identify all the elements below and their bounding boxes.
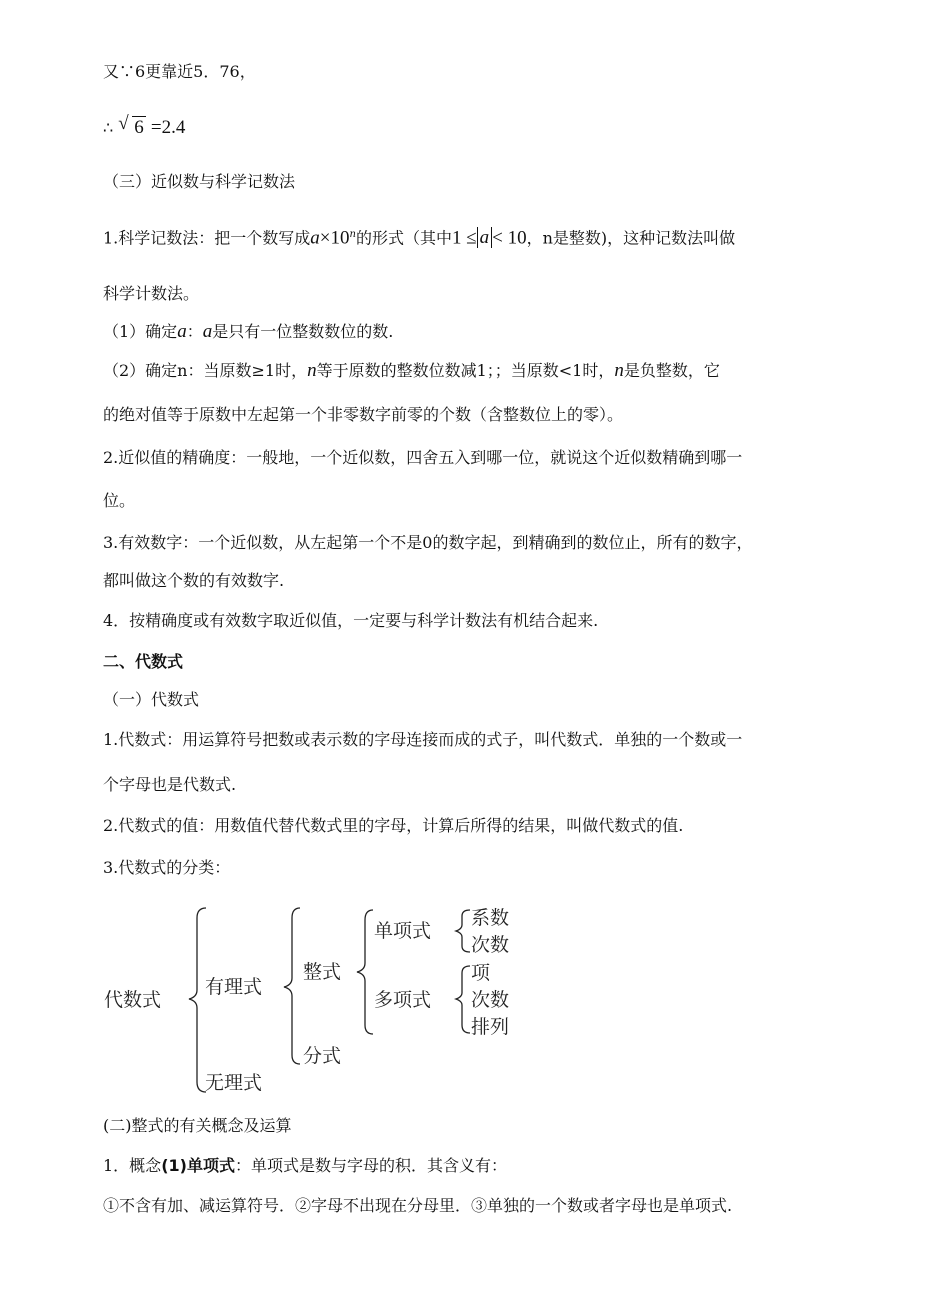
tree-polynomial: 多项式: [374, 989, 432, 1011]
math-variable: n: [307, 360, 317, 381]
text-line: 3.代数式的分类：: [103, 858, 231, 877]
math-variable: a: [310, 227, 320, 249]
text-fragment: 是只有一位整数数位的数.: [212, 322, 394, 341]
text-line: 都叫做这个数的有效数字.: [103, 571, 285, 590]
tree-order: 排列: [471, 1016, 510, 1038]
text-line: 位。: [103, 491, 136, 510]
brace-monomial: [456, 910, 470, 952]
section-heading: （三）近似数与科学记数法: [103, 172, 296, 191]
tree-term: 项: [471, 962, 491, 984]
text-line: 4．按精确度或有效数字取近似值，一定要与科学计数法有机结合起来.: [103, 611, 599, 630]
text-fragment: 的形式（其中: [355, 228, 452, 248]
text-fragment: ，n是整数)，这种记数法叫做: [526, 228, 736, 248]
text-fragment: ：单项式是数与字母的积．其含义有：: [234, 1156, 507, 1175]
text-fragment: ：: [186, 322, 203, 341]
math-exponent: n: [349, 229, 356, 240]
math-expression: ×10: [319, 227, 350, 249]
radicand: 6: [134, 117, 144, 138]
brace-integral: [357, 910, 373, 1034]
brace-root: [189, 908, 206, 1092]
text-line: 的绝对值等于原数中左起第一个非零数字前零的个数（含整数位上的零）。: [103, 405, 624, 424]
section-heading: （一）代数式: [103, 690, 200, 709]
chapter-heading: 二、代数式: [103, 652, 184, 671]
bold-term: (1)单项式: [161, 1156, 235, 1175]
math-expression: 1 ≤: [451, 227, 477, 249]
math-expression: < 10: [492, 227, 527, 249]
tree-degree: 次数: [471, 934, 510, 956]
text-fragment: 等于原数的整数位数减1；；当原数<1时，: [316, 361, 615, 380]
text-line: [103, 1155, 507, 1177]
text-line: 2.近似值的精确度：一般地，一个近似数，四舍五入到哪一位，就说这个近似数精确到哪一: [103, 448, 743, 467]
tree-irrational: 无理式: [205, 1072, 263, 1094]
therefore-symbol: ∴: [103, 118, 114, 137]
math-absolute-value: a: [477, 227, 493, 248]
text-fragment: 1．概念: [103, 1156, 162, 1175]
math-variable: n: [614, 360, 624, 381]
radical-sign: √: [118, 113, 129, 134]
text-fragment: 是负整数，它: [623, 361, 720, 380]
math-variable: a: [202, 321, 213, 342]
tree-degree: 次数: [471, 989, 510, 1011]
text-line: 2.代数式的值：用数值代替代数式里的字母，计算后所得的结果，叫做代数式的值.: [103, 816, 684, 835]
text-line: 1.代数式：用运算符号把数或表示数的字母连接而成的式子，叫代数式．单独的一个数或一: [103, 730, 743, 749]
text-line: 个字母也是代数式.: [103, 775, 237, 794]
brace-rational: [284, 908, 300, 1064]
tree-monomial: 单项式: [374, 920, 432, 942]
tree-integral: 整式: [303, 961, 342, 983]
brace-polynomial: [456, 966, 470, 1033]
section-heading: (二)整式的有关概念及运算: [103, 1116, 292, 1135]
text-line: 3.有效数字：一个近似数，从左起第一个不是0的数字起，到精确到的数位止，所有的数字，: [103, 533, 753, 552]
tree-fractional: 分式: [303, 1045, 342, 1067]
tree-rational: 有理式: [205, 976, 263, 998]
text-fragment: 1.科学记数法：把一个数写成: [103, 228, 311, 248]
text-fragment: （1）确定: [103, 322, 178, 341]
text-line: ①不含有加、减运算符号．②字母不出现在分母里．③单独的一个数或者字母也是单项式.: [103, 1196, 733, 1215]
math-variable: a: [177, 321, 187, 342]
text-fragment: （2）确定n：当原数≥1时，: [103, 361, 308, 380]
tree-root: 代数式: [104, 989, 162, 1011]
text-line: 科学计数法。: [103, 284, 200, 303]
text-line: 又∵6更靠近5．76，: [103, 62, 256, 81]
tree-coefficient: 系数: [471, 907, 510, 929]
equation-result: =2.4: [150, 117, 186, 138]
